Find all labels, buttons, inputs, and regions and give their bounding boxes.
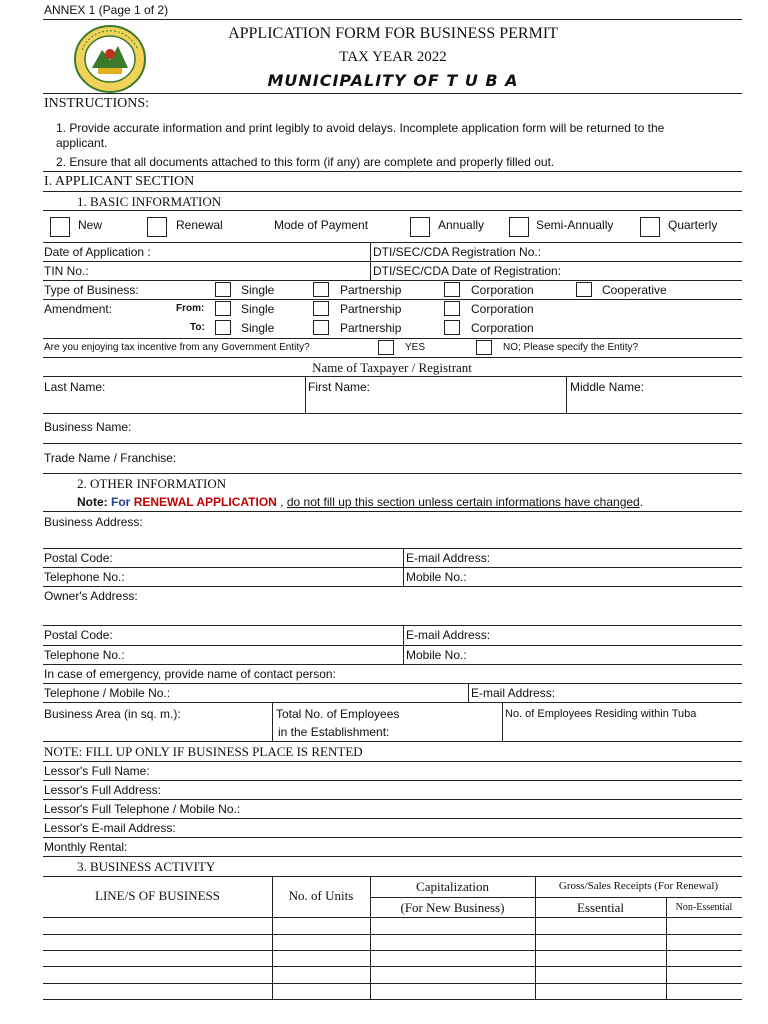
dti-registration-no-field[interactable]: DTI/SEC/CDA Registration No.: [373, 245, 542, 259]
divider [43, 191, 742, 192]
business-telephone-field[interactable]: Telephone No.: [44, 570, 125, 584]
rented-note: NOTE: FILL UP ONLY IF BUSINESS PLACE IS RENTED [44, 744, 363, 759]
col-non-essential: Non-Essential [675, 902, 733, 913]
divider [305, 376, 306, 413]
first-name-field[interactable]: First Name: [308, 380, 371, 394]
business-mobile-field[interactable]: Mobile No.: [406, 570, 467, 584]
divider [43, 210, 742, 211]
to-single-label: Single [241, 321, 275, 335]
divider [43, 664, 742, 665]
amendment-from-label: From: [176, 303, 205, 314]
table-row [43, 950, 742, 951]
divider [43, 261, 742, 262]
owner-email-field[interactable]: E-mail Address: [406, 628, 491, 642]
divider [43, 338, 742, 339]
tax-year: TAX YEAR 2022 [339, 49, 447, 65]
dti-registration-date-field[interactable]: DTI/SEC/CDA Date of Registration: [373, 264, 562, 278]
divider [43, 19, 742, 20]
divider [43, 171, 742, 172]
divider [370, 897, 742, 898]
business-postal-code-field[interactable]: Postal Code: [44, 551, 113, 565]
to-partnership-label: Partnership [340, 321, 402, 335]
divider [468, 683, 469, 702]
type-corporation-checkbox[interactable] [444, 282, 460, 297]
quarterly-label: Quarterly [668, 218, 718, 232]
divider [43, 761, 742, 762]
divider [43, 511, 742, 512]
divider [43, 780, 742, 781]
monthly-rental-field[interactable]: Monthly Rental: [44, 840, 128, 854]
lessor-address-field[interactable]: Lessor's Full Address: [44, 783, 162, 797]
to-partnership-checkbox[interactable] [313, 320, 329, 335]
from-corporation-label: Corporation [471, 302, 534, 316]
amendment-label: Amendment: [44, 302, 113, 316]
semi-annually-label: Semi-Annually [536, 218, 614, 232]
note-for: For [111, 495, 131, 509]
instructions-heading: INSTRUCTIONS: [44, 96, 150, 111]
divider [43, 443, 742, 444]
instruction-1: 1. Provide accurate information and print legibly to avoid delays. Incomplete application form will be returned to the [56, 121, 665, 135]
divider [43, 799, 742, 800]
col-lines-of-business: LINE/S OF BUSINESS [95, 888, 220, 903]
divider [502, 702, 503, 741]
divider [43, 683, 742, 684]
renewal-note: Note: For RENEWAL APPLICATION , do not fill up this section unless certain informations have changed. [77, 495, 644, 509]
to-corporation-label: Corporation [471, 321, 534, 335]
incentive-yes-label: YES [405, 342, 426, 353]
divider [43, 376, 742, 377]
to-corporation-checkbox[interactable] [444, 320, 460, 335]
divider [43, 280, 742, 281]
renewal-checkbox[interactable] [147, 217, 167, 237]
total-employees-field-cont: in the Establishment: [278, 725, 390, 739]
type-corporation-label: Corporation [471, 283, 534, 297]
incentive-yes-checkbox[interactable] [378, 340, 394, 355]
applicant-section-title: I. APPLICANT SECTION [44, 174, 195, 189]
owner-mobile-field[interactable]: Mobile No.: [406, 648, 467, 662]
tax-incentive-question: Are you enjoying tax incentive from any Government Entity? [44, 342, 310, 353]
business-area-field[interactable]: Business Area (in sq. m.): [44, 707, 181, 721]
to-single-checkbox[interactable] [215, 320, 231, 335]
from-single-label: Single [241, 302, 275, 316]
from-partnership-checkbox[interactable] [313, 301, 329, 316]
emergency-phone-field[interactable]: Telephone / Mobile No.: [44, 686, 171, 700]
tin-no-field[interactable]: TIN No.: [44, 264, 89, 278]
amendment-to-label: To: [190, 322, 205, 333]
annex-label: ANNEX 1 (Page 1 of 2) [44, 3, 169, 17]
trade-name-field[interactable]: Trade Name / Franchise: [44, 451, 177, 465]
incentive-no-checkbox[interactable] [476, 340, 492, 355]
business-email-field[interactable]: E-mail Address: [406, 551, 491, 565]
divider [43, 818, 742, 819]
owner-postal-code-field[interactable]: Postal Code: [44, 628, 113, 642]
last-name-field[interactable]: Last Name: [44, 380, 106, 394]
quarterly-checkbox[interactable] [640, 217, 660, 237]
taxpayer-name-heading: Name of Taxpayer / Registrant [312, 360, 472, 375]
other-info-title: 2. OTHER INFORMATION [77, 476, 227, 491]
type-single-checkbox[interactable] [215, 282, 231, 297]
divider [535, 876, 536, 1000]
emergency-email-field[interactable]: E-mail Address: [471, 686, 556, 700]
table-row [43, 983, 742, 984]
divider [566, 376, 567, 413]
type-single-label: Single [241, 283, 275, 297]
col-capitalization: Capitalization [416, 879, 489, 894]
instruction-2: 2. Ensure that all documents attached to this form (if any) are complete and properly filled out. [56, 155, 555, 169]
col-essential: Essential [577, 900, 624, 915]
divider [43, 702, 742, 703]
annually-label: Annually [438, 218, 485, 232]
divider [43, 548, 742, 549]
owner-telephone-field[interactable]: Telephone No.: [44, 648, 125, 662]
basic-info-title: 1. BASIC INFORMATION [77, 194, 222, 209]
note-text: do not fill up this section unless certain informations have changed [286, 495, 640, 509]
from-single-checkbox[interactable] [215, 301, 231, 316]
instruction-1-cont: applicant. [56, 136, 108, 150]
col-gross-sales: Gross/Sales Receipts (For Renewal) [558, 880, 719, 892]
municipality-name: MUNICIPALITY OF T U B A [267, 71, 519, 90]
table-row [43, 934, 742, 935]
incentive-no-label: NO; Please specify the Entity? [503, 342, 639, 353]
divider [43, 625, 742, 626]
from-corporation-checkbox[interactable] [444, 301, 460, 316]
divider [370, 876, 371, 1000]
form-title: APPLICATION FORM FOR BUSINESS PERMIT [228, 25, 558, 42]
type-of-business-label: Type of Business: [44, 283, 139, 297]
new-checkbox[interactable] [50, 217, 70, 237]
table-row [43, 917, 742, 918]
col-no-of-units: No. of Units [288, 888, 354, 903]
col-capitalization-sub: (For New Business) [400, 900, 505, 915]
type-partnership-label: Partnership [340, 283, 402, 297]
emergency-contact-field[interactable]: In case of emergency, provide name of contact person: [44, 667, 336, 681]
divider [43, 567, 742, 568]
divider [43, 357, 742, 358]
business-activity-title: 3. BUSINESS ACTIVITY [77, 859, 216, 874]
divider [272, 702, 273, 741]
divider [43, 876, 742, 877]
middle-name-field[interactable]: Middle Name: [570, 380, 645, 394]
divider [43, 645, 742, 646]
divider [43, 586, 742, 587]
divider [43, 413, 742, 414]
date-of-application-field[interactable]: Date of Application : [44, 245, 151, 259]
table-row [43, 999, 742, 1000]
table-row [43, 966, 742, 967]
renewal-label: Renewal [176, 218, 223, 232]
lessor-name-field[interactable]: Lessor's Full Name: [44, 764, 150, 778]
new-label: New [78, 218, 103, 232]
from-partnership-label: Partnership [340, 302, 402, 316]
type-partnership-checkbox[interactable] [313, 282, 329, 297]
mode-of-payment-label: Mode of Payment [274, 218, 369, 232]
type-cooperative-label: Cooperative [602, 283, 667, 297]
total-employees-field[interactable]: Total No. of Employees [276, 707, 400, 721]
lessor-phone-field[interactable]: Lessor's Full Telephone / Mobile No.: [44, 802, 241, 816]
divider [43, 242, 742, 243]
semi-annually-checkbox[interactable] [509, 217, 529, 237]
note-label: Note: [77, 495, 108, 509]
divider [43, 93, 742, 94]
business-address-field[interactable]: Business Address: [44, 515, 143, 529]
employees-in-tuba-field[interactable]: No. of Employees Residing within Tuba [505, 708, 697, 720]
lessor-email-field[interactable]: Lessor's E-mail Address: [44, 821, 176, 835]
note-renewal-application: RENEWAL APPLICATION [133, 495, 277, 509]
divider [43, 299, 742, 300]
annually-checkbox[interactable] [410, 217, 430, 237]
owners-address-field[interactable]: Owner's Address: [44, 589, 138, 603]
divider [43, 473, 742, 474]
type-cooperative-checkbox[interactable] [576, 282, 592, 297]
divider [43, 741, 742, 742]
divider [43, 837, 742, 838]
divider [43, 856, 742, 857]
business-name-field[interactable]: Business Name: [44, 420, 132, 434]
